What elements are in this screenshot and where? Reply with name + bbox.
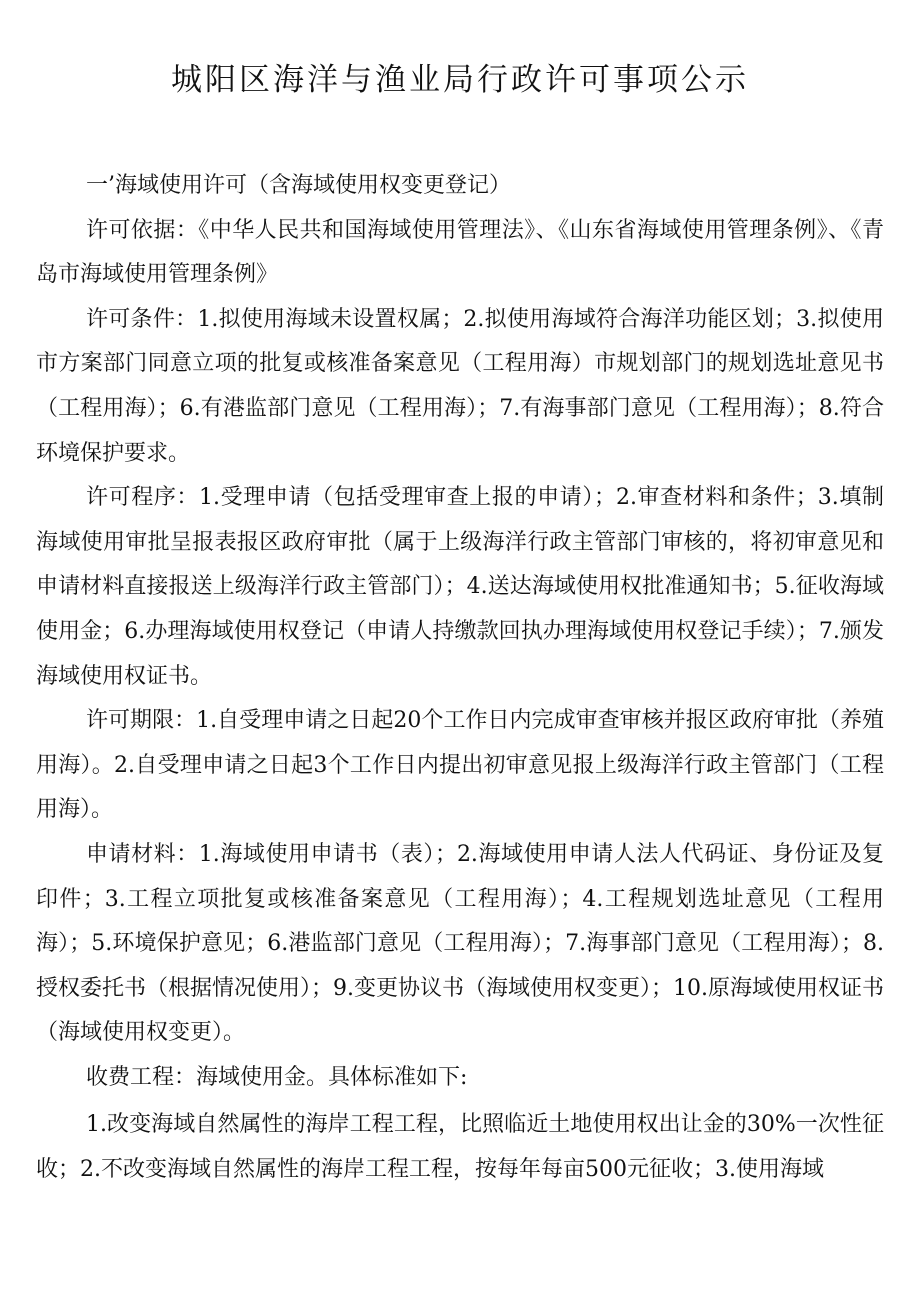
paragraph-permit-procedure: 许可程序：1.受理申请（包括受理审查上报的申请）；2.审查材料和条件；3.填制海域使用审批呈报表报区政府审批（属于上级海洋行政主管部门审核的，将初审意见和申请材料直接报送上级海洋行政主管部门）；4.送达海域使用权批准通知书；5.征收海域使用金；6.办理海域使用权登记（申请人持缴款回执办理海域使用权登记手续）；7.颁发海域使用权证书。: [36, 485, 884, 689]
paragraph-fee-standards: 1.改变海域自然属性的海岸工程工程，比照临近土地使用权出让金的30%一次性征收；2.不改变海域自然属性的海岸工程工程，按每年每亩500元征收；3.使用海域: [36, 1112, 884, 1183]
paragraph-permit-basis: 许可依据：《中华人民共和国海域使用管理法》、《山东省海域使用管理条例》、《青岛市海域使用管理条例》: [36, 217, 884, 288]
paragraph-permit-deadline: 许可期限：1.自受理申请之日起20个工作日内完成审查审核并报区政府审批（养殖用海）。2.自受理申请之日起3个工作日内提出初审意见报上级海洋行政主管部门（工程用海）。: [36, 708, 884, 823]
paragraph-fee-items: 收费工程：海域使用金。具体标准如下:: [86, 1064, 468, 1090]
paragraph-permit-conditions: 许可条件：1.拟使用海域未设置权属；2.拟使用海域符合海洋功能区划；3.拟使用市方案部门同意立项的批复或核准备案意见（工程用海）市规划部门的规划选址意见书（工程用海）；6.有港监部门意见（工程用海）；7.有海事部门意见（工程用海）；8.符合环境保护要求。: [36, 306, 884, 466]
paragraph-application-materials: 申请材料：1.海域使用申请书（表）；2.海域使用申请人法人代码证、身份证及复印件；3.工程立项批复或核准备案意见（工程用海）；4.工程规划选址意见（工程用海）；5.环境保护意见；6.港监部门意见（工程用海）；7.海事部门意见（工程用海）；8.授权委托书（根据情况使用）；9.变更协议书（海域使用权变更）；10.原海域使用权证书（海域使用权变更）。: [36, 841, 884, 1046]
section-heading-sea-area-permit: 一’海域使用许可（含海域使用权变更登记）: [86, 173, 511, 198]
page-title: 城阳区海洋与渔业局行政许可事项公示: [171, 62, 749, 98]
